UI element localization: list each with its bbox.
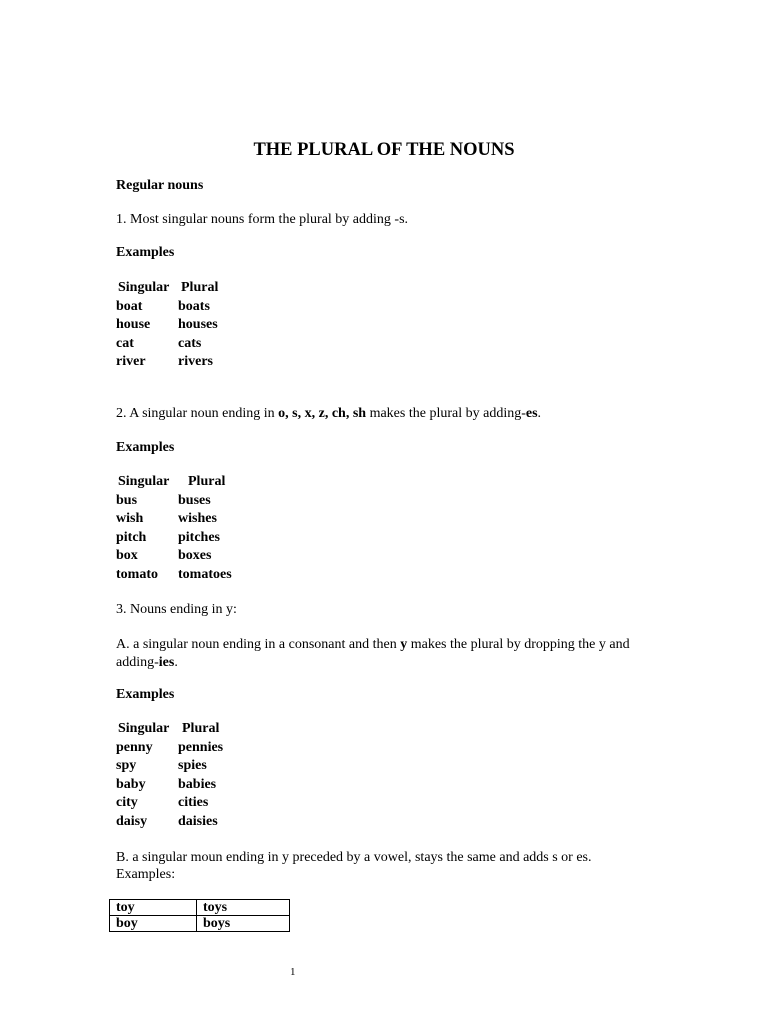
singular-word: cat [116, 335, 134, 351]
plural-word: houses [178, 317, 218, 333]
plural-cell: boys [197, 916, 290, 932]
singular-word: spy [116, 758, 137, 774]
rule-2-prefix: 2. A singular noun ending in [116, 406, 279, 421]
page-number: 1 [290, 966, 296, 978]
section-heading: Regular nouns [116, 178, 204, 193]
examples-label: Examples [116, 440, 175, 455]
plural-header: Plural [188, 474, 226, 489]
plural-word: boxes [178, 548, 212, 564]
singular-header: Singular [118, 721, 170, 736]
plural-word: daisies [178, 813, 218, 829]
singular-word: bus [116, 492, 138, 508]
singular-word: box [116, 548, 138, 564]
singular-word: wish [116, 511, 144, 527]
plural-word: tomatoes [178, 566, 232, 582]
rule-2-suffix: es [525, 406, 538, 421]
plural-word: buses [178, 492, 211, 508]
singular-word: city [116, 795, 138, 811]
singular-word: baby [116, 776, 146, 792]
rule-a-y: y [400, 637, 408, 652]
rule-2-text [116, 405, 541, 423]
rule-3-text: 3. Nouns ending in y: [116, 602, 237, 617]
singular-word: boat [116, 298, 143, 314]
singular-word: river [116, 354, 146, 370]
rule-b-examples-label: Examples: [116, 867, 176, 882]
rule-a-end: . [174, 654, 178, 670]
rule-b-text: B. a singular moun ending in y preceded by a vowel, stays the same and adds s or es. [116, 850, 592, 865]
plural-header: Plural [181, 280, 219, 295]
rule-a-prefix: A. a singular noun ending in a consonant and then [116, 637, 401, 652]
singular-word: house [116, 317, 151, 333]
page-title: THE PLURAL OF THE NOUNS [253, 140, 515, 160]
rule-2-middle: makes the plural by adding- [366, 406, 526, 421]
singular-header: Singular [118, 474, 170, 489]
plural-cell: toys [197, 900, 290, 916]
plural-word: spies [178, 758, 207, 774]
singular-header: Singular [118, 280, 170, 295]
singular-word: tomato [116, 566, 158, 582]
singular-word: pitch [116, 529, 147, 545]
plural-header: Plural [182, 721, 220, 736]
rule-1-text: 1. Most singular nouns form the plural by adding -s. [116, 212, 409, 227]
examples-label: Examples [116, 687, 175, 702]
plural-word: pennies [178, 739, 224, 755]
plural-word: babies [178, 776, 217, 792]
rule-2-end: . [537, 406, 542, 421]
examples-label: Examples [116, 245, 175, 260]
singular-word: daisy [116, 813, 148, 829]
examples-table [109, 899, 290, 932]
plural-word: pitches [178, 529, 220, 545]
plural-word: wishes [178, 511, 217, 527]
rule-a-suffix: ies [158, 654, 175, 670]
plural-word: boats [178, 298, 210, 314]
singular-cell: toy [110, 900, 197, 916]
rule-2-letters: o, s, x, z, ch, sh [278, 406, 367, 421]
rule-a-text [116, 636, 656, 671]
plural-word: rivers [178, 354, 213, 370]
singular-cell: boy [110, 916, 197, 932]
table-row [110, 900, 290, 916]
rule-a-middle: makes the plural by dropping the y and adding- [116, 637, 630, 670]
table-row [110, 916, 290, 932]
plural-word: cities [178, 795, 209, 811]
plural-word: cats [178, 335, 202, 351]
singular-word: penny [116, 739, 153, 755]
